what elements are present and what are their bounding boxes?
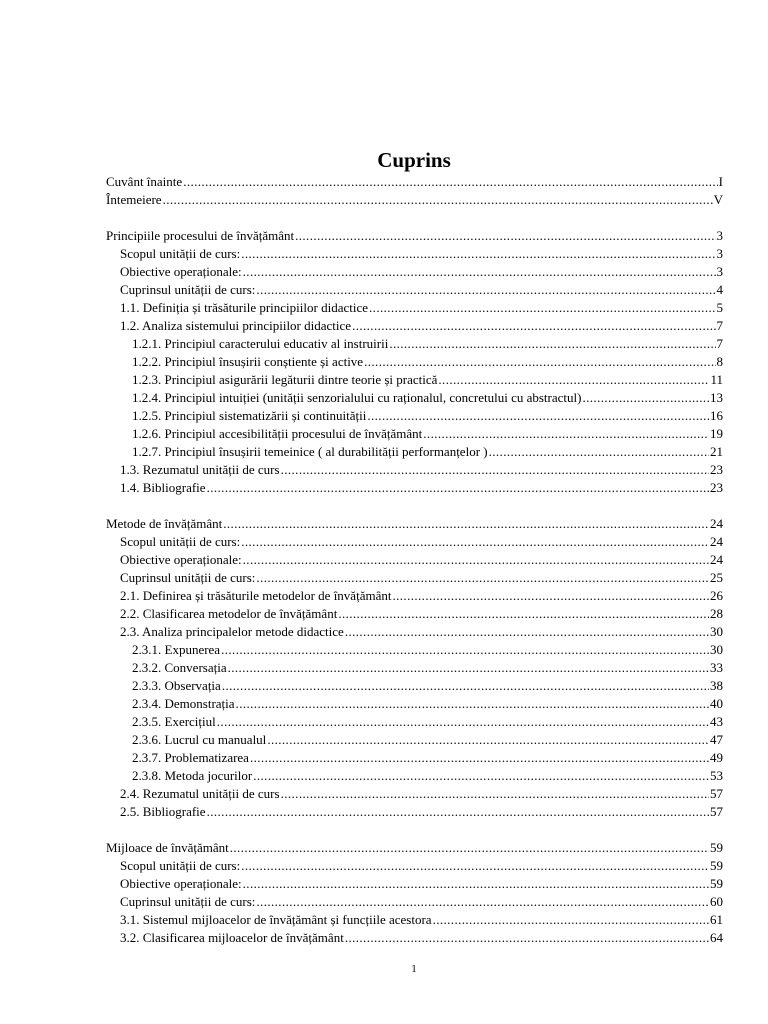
toc-dot-leader: [243, 263, 716, 281]
toc-entry-page: 59: [710, 858, 723, 873]
toc-dot-leader: [489, 443, 709, 461]
toc-entry[interactable]: [106, 407, 723, 425]
toc-entry[interactable]: [106, 713, 723, 731]
toc-entry-page: 8: [716, 354, 723, 369]
toc-entry-page: 13: [710, 390, 723, 405]
toc-entry-title: 2.3.7. Problematizarea: [132, 750, 249, 765]
toc-entry-title: 1.3. Rezumatul unității de curs: [120, 462, 280, 477]
toc-entry-page: 28: [710, 606, 723, 621]
toc-entry[interactable]: [106, 641, 723, 659]
toc-dot-leader: [338, 605, 709, 623]
toc-entry[interactable]: [106, 191, 723, 209]
toc-dot-leader: [183, 173, 717, 191]
toc-entry-title: Cuprinsul unității de curs:: [120, 570, 256, 585]
toc-entry[interactable]: [106, 371, 723, 389]
toc-entry[interactable]: [106, 335, 723, 353]
toc-dot-leader: [392, 587, 709, 605]
toc-entry[interactable]: [106, 281, 723, 299]
toc-entry-title: 2.5. Bibliografie: [120, 804, 206, 819]
toc-dot-leader: [369, 299, 715, 317]
toc-entry-page: 49: [710, 750, 723, 765]
toc-entry[interactable]: [106, 515, 723, 533]
toc-entry[interactable]: [106, 605, 723, 623]
toc-entry-page: 25: [710, 570, 723, 585]
toc-entry-title: Cuvânt înainte: [106, 174, 183, 189]
toc-entry-page: 23: [710, 480, 723, 495]
toc-entry-page: 59: [710, 876, 723, 891]
toc-entry-title: 2.3.5. Exercițiul: [132, 714, 216, 729]
toc-entry-title: 1.2. Analiza sistemului principiilor didactice: [120, 318, 352, 333]
toc-dot-leader: [222, 677, 709, 695]
toc-dot-leader: [228, 659, 709, 677]
table-of-contents: [106, 173, 723, 947]
toc-entry[interactable]: [106, 353, 723, 371]
toc-entry[interactable]: [106, 677, 723, 695]
toc-entry[interactable]: [106, 299, 723, 317]
toc-entry-title: Metode de învățământ: [106, 516, 223, 531]
toc-entry-title: 1.2.7. Principiul însușirii temeinice ( al durabilității performanțelor ): [132, 444, 488, 459]
toc-dot-leader: [281, 785, 709, 803]
toc-dot-leader: [236, 695, 709, 713]
toc-dot-leader: [389, 335, 715, 353]
toc-entry-page: 21: [710, 444, 723, 459]
toc-entry-page: 61: [710, 912, 723, 927]
toc-entry-page: V: [713, 192, 723, 207]
toc-dot-leader: [256, 569, 709, 587]
toc-dot-leader: [281, 461, 709, 479]
toc-entry-title: 2.4. Rezumatul unității de curs: [120, 786, 280, 801]
toc-dot-leader: [345, 623, 709, 641]
toc-entry-title: Obiective operaționale:: [120, 552, 242, 567]
toc-dot-leader: [295, 227, 715, 245]
toc-entry[interactable]: [106, 587, 723, 605]
toc-dot-leader: [223, 515, 709, 533]
toc-entry-title: 1.2.6. Principiul accesibilității procesului de învățământ: [132, 426, 423, 441]
toc-entry-page: 60: [710, 894, 723, 909]
toc-dot-leader: [267, 731, 709, 749]
toc-entry-page: 24: [710, 534, 723, 549]
toc-entry-title: 2.3.4. Demonstrația: [132, 696, 235, 711]
toc-entry[interactable]: [106, 533, 723, 551]
toc-entry[interactable]: [106, 227, 723, 245]
toc-entry-title: 3.1. Sistemul mijloacelor de învățământ și funcțiile acestora: [120, 912, 432, 927]
toc-entry-page: 3: [716, 246, 723, 261]
toc-entry-page: 24: [710, 552, 723, 567]
toc-entry-page: 24: [710, 516, 723, 531]
toc-entry-title: Obiective operaționale:: [120, 264, 242, 279]
toc-entry[interactable]: [106, 245, 723, 263]
toc-entry-title: Principiile procesului de învățământ: [106, 228, 295, 243]
toc-entry-title: Cuprinsul unității de curs:: [120, 894, 256, 909]
toc-dot-leader: [230, 839, 709, 857]
toc-dot-leader: [241, 533, 709, 551]
toc-entry-title: 2.3.3. Observația: [132, 678, 221, 693]
toc-dot-leader: [217, 713, 709, 731]
toc-dot-leader: [256, 281, 715, 299]
toc-entry-page: 19: [710, 426, 723, 441]
toc-entry-title: 1.2.1. Principiul caracterului educativ al instruirii: [132, 336, 389, 351]
toc-entry[interactable]: [106, 443, 723, 461]
toc-entry[interactable]: [106, 479, 723, 497]
toc-entry-page: 30: [710, 642, 723, 657]
toc-entry[interactable]: [106, 839, 723, 857]
toc-entry-page: 16: [710, 408, 723, 423]
toc-entry[interactable]: [106, 749, 723, 767]
toc-entry[interactable]: [106, 857, 723, 875]
toc-entry[interactable]: [106, 425, 723, 443]
document-title: Cuprins: [377, 148, 451, 172]
toc-dot-leader: [221, 641, 709, 659]
toc-dot-leader: [250, 749, 709, 767]
toc-entry[interactable]: [106, 389, 723, 407]
toc-entry-title: 2.1. Definirea și trăsăturile metodelor de învățământ: [120, 588, 392, 603]
toc-entry-page: 38: [710, 678, 723, 693]
toc-dot-leader: [241, 245, 715, 263]
page-number: 1: [411, 963, 417, 975]
toc-entry[interactable]: [106, 785, 723, 803]
toc-dot-leader: [256, 893, 709, 911]
toc-entry-title: Cuprinsul unității de curs:: [120, 282, 256, 297]
toc-entry-title: 2.3.1. Expunerea: [132, 642, 221, 657]
toc-entry[interactable]: [106, 929, 723, 947]
toc-entry[interactable]: [106, 695, 723, 713]
toc-entry-title: Scopul unității de curs:: [120, 534, 241, 549]
toc-entry-page: 7: [716, 318, 723, 333]
toc-dot-leader: [243, 875, 709, 893]
toc-entry-title: 1.1. Definiția și trăsăturile principiilor didactice: [120, 300, 369, 315]
toc-entry-title: Întemeiere: [106, 192, 162, 207]
toc-entry-page: 33: [710, 660, 723, 675]
toc-entry-page: 11: [710, 372, 723, 387]
toc-entry-page: 59: [710, 840, 723, 855]
toc-entry[interactable]: [106, 569, 723, 587]
toc-dot-leader: [364, 353, 715, 371]
toc-dot-leader: [207, 479, 709, 497]
toc-entry-page: 40: [710, 696, 723, 711]
toc-entry-page: 43: [710, 714, 723, 729]
toc-entry-page: I: [718, 174, 723, 189]
toc-entry[interactable]: [106, 911, 723, 929]
toc-entry-page: 64: [710, 930, 723, 945]
toc-entry[interactable]: [106, 461, 723, 479]
toc-entry-title: 2.3.2. Conversația: [132, 660, 227, 675]
toc-dot-leader: [423, 425, 709, 443]
toc-entry[interactable]: [106, 659, 723, 677]
toc-entry[interactable]: [106, 623, 723, 641]
toc-entry-page: 57: [710, 786, 723, 801]
toc-entry[interactable]: [106, 767, 723, 785]
toc-dot-leader: [241, 857, 709, 875]
toc-dot-leader: [207, 803, 709, 821]
toc-entry-title: 2.3. Analiza principalelor metode didactice: [120, 624, 344, 639]
toc-entry-title: 1.2.4. Principiul intuiției (unității senzorialului cu raționalul, concretului cu abstractul): [132, 390, 582, 405]
toc-entry-page: 57: [710, 804, 723, 819]
toc-entry-title: 1.2.3. Principiul asigurării legăturii dintre teorie și practică: [132, 372, 438, 387]
toc-entry-title: Scopul unității de curs:: [120, 246, 241, 261]
toc-entry-page: 30: [710, 624, 723, 639]
toc-dot-leader: [582, 389, 709, 407]
toc-entry[interactable]: [106, 551, 723, 569]
toc-entry-page: 47: [710, 732, 723, 747]
toc-dot-leader: [163, 191, 713, 209]
toc-entry[interactable]: [106, 875, 723, 893]
toc-entry[interactable]: [106, 317, 723, 335]
toc-dot-leader: [438, 371, 709, 389]
toc-entry-page: 3: [716, 228, 723, 243]
toc-entry-page: 4: [716, 282, 723, 297]
toc-dot-leader: [243, 551, 709, 569]
toc-entry-title: 1.2.5. Principiul sistematizării și continuității: [132, 408, 367, 423]
toc-entry-title: Mijloace de învățământ: [106, 840, 229, 855]
toc-dot-leader: [367, 407, 709, 425]
toc-entry[interactable]: [106, 803, 723, 821]
toc-entry[interactable]: [106, 263, 723, 281]
toc-entry-page: 3: [716, 264, 723, 279]
toc-entry-title: 2.3.6. Lucrul cu manualul: [132, 732, 267, 747]
toc-entry-title: Scopul unității de curs:: [120, 858, 241, 873]
toc-entry-page: 5: [716, 300, 723, 315]
toc-entry-page: 23: [710, 462, 723, 477]
toc-dot-leader: [345, 929, 709, 947]
toc-entry[interactable]: [106, 173, 723, 191]
toc-dot-leader: [433, 911, 709, 929]
toc-entry-page: 7: [716, 336, 723, 351]
toc-entry-title: Obiective operaționale:: [120, 876, 242, 891]
toc-dot-leader: [253, 767, 709, 785]
toc-entry-title: 2.3.8. Metoda jocurilor: [132, 768, 253, 783]
toc-dot-leader: [352, 317, 715, 335]
toc-entry-title: 3.2. Clasificarea mijloacelor de învățământ: [120, 930, 344, 945]
toc-entry-page: 26: [710, 588, 723, 603]
toc-entry[interactable]: [106, 893, 723, 911]
toc-entry-title: 1.2.2. Principiul însușirii conștiente și active: [132, 354, 364, 369]
toc-entry-page: 53: [710, 768, 723, 783]
toc-entry[interactable]: [106, 731, 723, 749]
toc-entry-title: 1.4. Bibliografie: [120, 480, 206, 495]
toc-entry-title: 2.2. Clasificarea metodelor de învățământ: [120, 606, 338, 621]
